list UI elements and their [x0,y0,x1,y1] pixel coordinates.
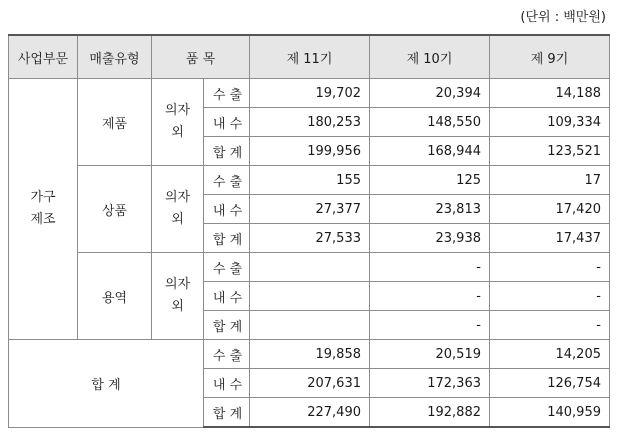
value-p10: 148,550 [370,108,490,137]
value-p10: 23,813 [370,195,490,224]
value-p9: - [490,282,610,311]
segment-line1: 가구 [30,190,56,205]
header-sales-type: 매출유형 [78,35,152,79]
value-p10: 125 [370,166,490,195]
value-p11: 180,253 [250,108,370,137]
item-cell [152,79,204,166]
value-p11 [250,282,370,311]
value-p11 [250,253,370,282]
value-p9: 126,754 [490,369,610,398]
sales-type-cell: 제품 [78,79,152,166]
value-p9: - [490,253,610,282]
table-row [9,79,610,108]
item-line1: 의자 [164,190,191,205]
row-label: 수 출 [204,253,250,282]
header-period-11: 제 11기 [250,35,370,79]
value-p10: 23,938 [370,224,490,253]
value-p9: 14,188 [490,79,610,108]
value-p9: 140,959 [490,398,610,428]
row-label: 내 수 [204,369,250,398]
table-row [9,340,610,369]
value-p10: 192,882 [370,398,490,428]
row-label: 수 출 [204,166,250,195]
value-p11: 227,490 [250,398,370,428]
value-p11 [250,311,370,340]
row-label: 수 출 [204,340,250,369]
header-period-9: 제 9기 [490,35,610,79]
item-line1: 의자 [164,277,191,292]
sales-type-cell: 상품 [78,166,152,253]
segment-line2: 제조 [30,212,56,227]
value-p9: 14,205 [490,340,610,369]
row-label: 합 계 [204,224,250,253]
header-item: 품 목 [152,35,250,79]
value-p11: 27,533 [250,224,370,253]
item-line2: 외 [171,299,184,314]
row-label: 내 수 [204,282,250,311]
sales-type-cell: 용역 [78,253,152,340]
value-p11: 27,377 [250,195,370,224]
grand-total-label: 합 계 [9,340,204,428]
value-p9: 17,420 [490,195,610,224]
row-label: 수 출 [204,79,250,108]
row-label: 합 계 [204,311,250,340]
table-row [9,166,610,195]
value-p11: 19,858 [250,340,370,369]
value-p11: 207,631 [250,369,370,398]
value-p9: 109,334 [490,108,610,137]
item-line1: 의자 [164,103,191,118]
value-p9: 123,521 [490,137,610,166]
value-p9: - [490,311,610,340]
sales-table [8,34,610,428]
row-label: 합 계 [204,398,250,428]
segment-cell [9,79,78,340]
value-p9: 17,437 [490,224,610,253]
value-p11: 155 [250,166,370,195]
header-row [9,35,610,79]
row-label: 내 수 [204,108,250,137]
value-p10: - [370,253,490,282]
header-segment: 사업부문 [9,35,78,79]
value-p10: 168,944 [370,137,490,166]
value-p10: - [370,311,490,340]
row-label: 내 수 [204,195,250,224]
unit-note: (단위 : 백만원) [520,10,606,25]
row-label: 합 계 [204,137,250,166]
item-line2: 외 [171,212,184,227]
item-cell [152,166,204,253]
header-period-10: 제 10기 [370,35,490,79]
value-p10: 20,394 [370,79,490,108]
value-p9: 17 [490,166,610,195]
value-p10: 172,363 [370,369,490,398]
value-p10: - [370,282,490,311]
value-p11: 199,956 [250,137,370,166]
item-cell [152,253,204,340]
value-p11: 19,702 [250,79,370,108]
table-row [9,253,610,282]
item-line2: 외 [171,125,184,140]
value-p10: 20,519 [370,340,490,369]
